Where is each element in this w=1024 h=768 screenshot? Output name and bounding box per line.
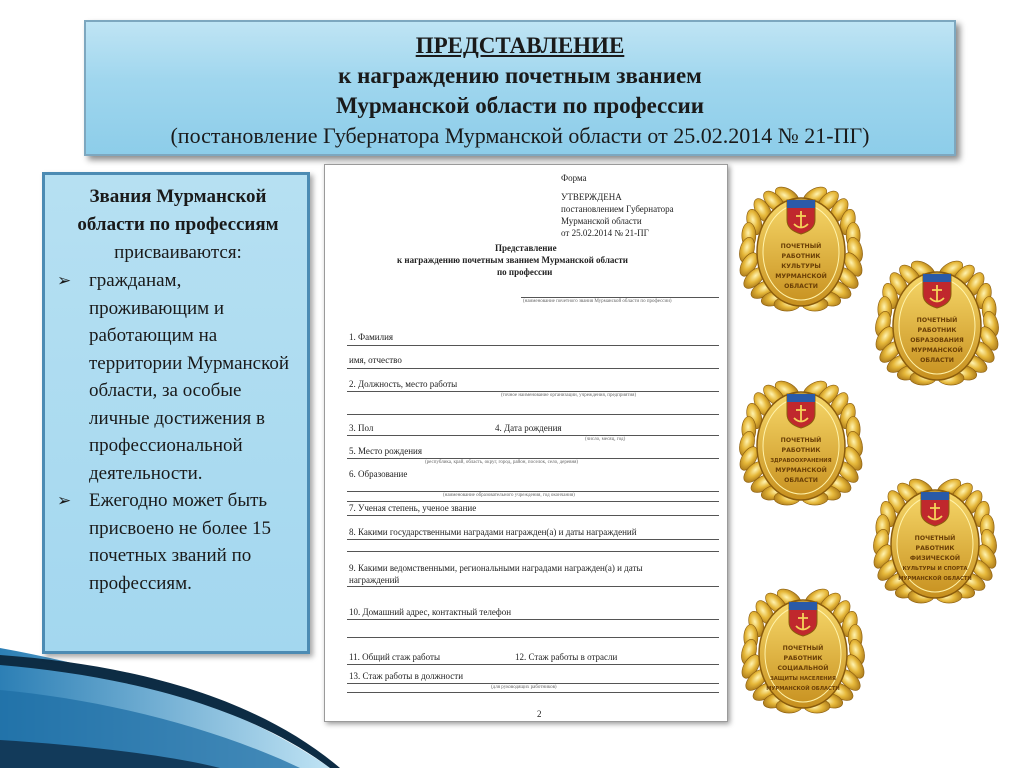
info-subtitle: присваиваются: [114, 242, 242, 263]
form-line [347, 435, 719, 436]
medal-culture [738, 178, 864, 318]
medal-text: СОЦИАЛЬНОЙ [777, 665, 829, 672]
form-line [347, 539, 719, 540]
form-line [347, 664, 719, 665]
form-line [347, 345, 719, 346]
form-line [347, 586, 719, 587]
medal-graphic [872, 470, 998, 610]
page-number: 2 [537, 709, 542, 719]
coat-of-arms-stripe [789, 602, 817, 610]
form-line [347, 683, 719, 684]
header-banner [84, 20, 956, 156]
medal-graphic [874, 252, 1000, 392]
medal-text: ПОЧЕТНЫЙ [780, 243, 822, 250]
medal-text: МУРМАНСКОЙ [775, 273, 827, 280]
form-line [347, 637, 719, 638]
coat-of-arms-stripe [787, 394, 815, 402]
form-line [347, 619, 719, 620]
field-state-awards: 8. Какими государственными наградами награжден(а) и даты награждений [349, 527, 637, 537]
arrow-bullet-icon: ➢ [57, 271, 72, 290]
title-line-3: Мурманской области по профессии [336, 93, 704, 118]
medal-text: РАБОТНИК [781, 253, 821, 260]
medal-text: ПОЧЕТНЫЙ [782, 645, 824, 652]
coat-of-arms-stripe [787, 200, 815, 208]
form-title-1: Представление [495, 243, 557, 253]
medal-text: ПОЧЕТНЫЙ [780, 437, 822, 444]
medal-healthcare [738, 372, 864, 512]
form-line [347, 391, 719, 392]
medal-text: КУЛЬТУРЫ И СПОРТА [902, 566, 968, 572]
form-document [324, 164, 728, 722]
form-label: Форма [561, 173, 587, 183]
medal-text: ПОЧЕТНЫЙ [916, 317, 958, 324]
info-title-1: Звания Мурманской [89, 186, 267, 207]
page-title: ПРЕДСТАВЛЕНИЕ [415, 33, 625, 58]
medal-text: ПОЧЕТНЫЙ [914, 535, 956, 542]
medal-text: ОБЛАСТИ [920, 357, 954, 364]
form-line [347, 551, 719, 552]
medal-text: МУРМАНСКОЙ [775, 467, 827, 474]
coat-of-arms-stripe [921, 492, 949, 500]
medal-text: ОБРАЗОВАНИЯ [910, 337, 964, 344]
field-regional-awards: 9. Какими ведомственными, региональными наградами награжден(а) и даты [349, 563, 643, 573]
form-hint: (для руководящих работников) [491, 685, 557, 690]
medal-text: ОБЛАСТИ [784, 477, 818, 484]
coat-of-arms-stripe [923, 274, 951, 282]
title-line-2: к награждению почетным званием [338, 63, 702, 88]
field-birthdate: 4. Дата рождения [495, 423, 562, 433]
medal-graphic [738, 178, 864, 318]
medal-text: КУЛЬТУРЫ [781, 263, 821, 270]
field-regional-awards-2: награждений [349, 575, 400, 585]
field-total-experience: 11. Общий стаж работы [349, 652, 440, 662]
medal-text: МУРМАНСКОЙ ОБЛАСТИ [766, 686, 840, 692]
field-education: 6. Образование [349, 469, 408, 479]
bullet-item [55, 267, 301, 487]
field-surname: 1. Фамилия [349, 332, 394, 342]
form-line [347, 515, 719, 516]
arrow-bullet-icon: ➢ [57, 491, 72, 510]
medal-text: ОБЛАСТИ [784, 283, 818, 290]
medal-text: ЗАЩИТЫ НАСЕЛЕНИЯ [770, 676, 836, 682]
bullet-text: гражданам, проживающим и работающим на территории Мурманской области, за особые личные достижения в профессиональной деятельности. [89, 270, 290, 484]
form-hint: (точное наименование организации, учреждения, предприятия) [501, 393, 637, 398]
medal-text: ФИЗИЧЕСКОЙ [909, 555, 961, 562]
field-name: имя, отчество [349, 355, 402, 365]
medal-sport [872, 470, 998, 610]
form-line [347, 692, 719, 693]
medal-text: ЗДРАВООХРАНЕНИЯ [770, 458, 832, 464]
medal-graphic [740, 580, 866, 720]
bullet-item [55, 487, 301, 597]
medal-text: МУРМАНСКОЙ [911, 347, 963, 354]
approved-line-2: постановлением Губернатора [561, 204, 674, 214]
bullet-text: Ежегодно может быть присвоено не более 15 почетных званий по профессиям. [89, 490, 272, 594]
field-birthplace: 5. Место рождения [349, 446, 423, 456]
medal-text: РАБОТНИК [781, 447, 821, 454]
field-position-experience: 13. Стаж работы в должности [349, 671, 464, 681]
form-hint: (наименование почетного звания Мурманской области по профессии) [523, 299, 672, 304]
field-position: 2. Должность, место работы [349, 379, 458, 389]
info-title-2: области по профессиям [77, 214, 279, 235]
form-line [347, 414, 719, 415]
form-line [347, 368, 719, 369]
medal-text: РАБОТНИК [783, 655, 823, 662]
form-line [521, 297, 719, 298]
medal-social [740, 580, 866, 720]
approved-label: УТВЕРЖДЕНА [561, 192, 622, 202]
form-hint: (республика, край, область, округ, город, район, поселок, село, деревня) [425, 460, 579, 465]
approved-line-4: от 25.02.2014 № 21-ПГ [561, 228, 649, 238]
info-box [42, 172, 310, 654]
medal-text: РАБОТНИК [917, 327, 957, 334]
form-title-2: к награждению почетным званием Мурманской области [397, 255, 628, 265]
form-title-3: по профессии [497, 267, 553, 277]
field-industry-experience: 12. Стаж работы в отрасли [515, 652, 618, 662]
medal-education [874, 252, 1000, 392]
medal-text: МУРМАНСКОЙ ОБЛАСТИ [898, 576, 972, 582]
form-hint: (наименование образовательного учреждения, год окончания) [443, 493, 575, 498]
header-subtitle: (постановление Губернатора Мурманской области от 25.02.2014 № 21-ПГ) [170, 123, 870, 148]
form-line [347, 458, 719, 459]
medal-text: РАБОТНИК [915, 545, 955, 552]
field-address: 10. Домашний адрес, контактный телефон [349, 607, 512, 617]
form-line [347, 491, 719, 492]
medal-graphic [738, 372, 864, 512]
form-hint: (число, месяц, год) [585, 437, 626, 442]
field-sex: 3. Пол [349, 423, 374, 433]
form-line [347, 501, 719, 502]
field-degree: 7. Ученая степень, ученое звание [349, 503, 477, 513]
approved-line-3: Мурманской области [561, 216, 642, 226]
